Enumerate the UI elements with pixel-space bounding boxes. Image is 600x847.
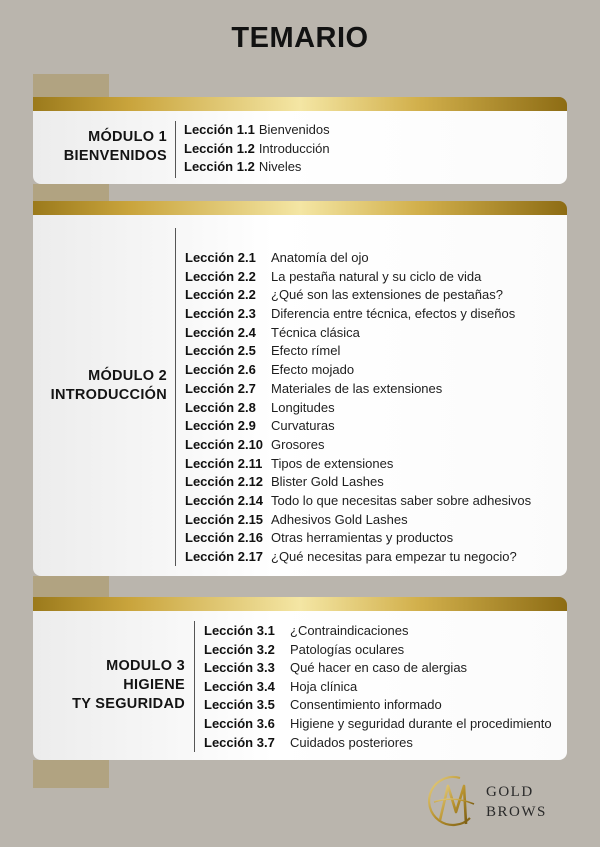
lesson-title: ¿Qué son las extensiones de pestañas? xyxy=(271,287,503,303)
lesson-row xyxy=(184,158,330,177)
lesson-title: Higiene y seguridad durante el procedimiento xyxy=(290,715,552,731)
lesson-row xyxy=(185,436,531,455)
module-3-label-line: TY SEGURIDAD xyxy=(72,696,185,712)
lesson-number: Lección 3.5 xyxy=(204,697,275,713)
lesson-title: ¿Contraindicaciones xyxy=(290,623,409,638)
module-3-tab xyxy=(33,576,109,598)
lesson-title: Consentimiento informado xyxy=(290,697,442,713)
lesson-row xyxy=(185,417,531,436)
module-1-label-line: MÓDULO 1 xyxy=(88,129,167,145)
lesson-number: Lección 1.2 xyxy=(184,140,255,156)
lesson-title: Patologías oculares xyxy=(290,641,405,657)
lesson-title: Anatomía del ojo xyxy=(271,250,369,265)
lesson-title: Cuidados posteriores xyxy=(290,734,413,750)
lesson-number: Lección 2.8 xyxy=(185,399,256,415)
lesson-title: Curvaturas xyxy=(271,418,335,434)
lesson-row xyxy=(185,529,531,548)
lesson-number: Lección 2.16 xyxy=(185,530,264,546)
lesson-number: Lección 2.14 xyxy=(185,492,264,508)
lesson-row xyxy=(185,342,531,361)
lesson-title: ¿Qué necesitas para empezar tu negocio? xyxy=(271,549,517,564)
lesson-number: Lección 2.10 xyxy=(185,436,264,452)
lesson-row xyxy=(185,324,531,343)
lesson-title: Técnica clásica xyxy=(271,324,360,340)
lesson-title: Materiales de las extensiones xyxy=(271,380,443,396)
logo-text-gold: GOLD xyxy=(486,784,534,800)
lesson-title: Introducción xyxy=(258,140,330,156)
lesson-number: Lección 2.9 xyxy=(185,418,256,434)
lesson-row xyxy=(184,140,330,159)
lesson-title: Niveles xyxy=(258,159,302,174)
module-2-gold-bar xyxy=(33,201,567,215)
module-1-divider xyxy=(175,121,176,178)
lesson-number: Lección 3.6 xyxy=(204,715,275,731)
lesson-title: Bienvenidos xyxy=(258,122,330,137)
lesson-row xyxy=(204,734,552,753)
lesson-title: Otras herramientas y productos xyxy=(271,530,454,546)
module-2-label-line: MÓDULO 2 xyxy=(88,368,167,384)
module-1-label-line: BIENVENIDOS xyxy=(63,148,167,164)
lesson-row xyxy=(185,361,531,380)
lesson-number: Lección 2.11 xyxy=(185,455,263,471)
lesson-row xyxy=(185,305,531,324)
lesson-row xyxy=(204,715,552,734)
module-2-label xyxy=(33,367,167,405)
lesson-row xyxy=(185,473,531,492)
lesson-number: Lección 2.2 xyxy=(185,268,256,284)
footer-tab xyxy=(33,760,109,788)
module-2-divider xyxy=(175,228,176,566)
lesson-title: Diferencia entre técnica, efectos y diseños xyxy=(271,306,516,322)
lesson-row xyxy=(185,511,531,530)
lesson-number: Lección 2.1 xyxy=(185,250,256,265)
lesson-number: Lección 3.7 xyxy=(204,734,275,750)
lesson-row xyxy=(185,548,531,567)
lesson-row xyxy=(185,249,531,268)
lesson-row xyxy=(204,659,552,678)
lesson-number: Lección 2.12 xyxy=(185,474,264,490)
lesson-number: Lección 2.5 xyxy=(185,343,256,359)
module-3-label-line: MODULO 3 xyxy=(106,658,185,674)
lesson-title: Efecto rímel xyxy=(271,343,341,359)
lesson-title: Efecto mojado xyxy=(271,362,355,378)
lesson-row xyxy=(185,286,531,305)
lesson-title: Qué hacer en caso de alergias xyxy=(290,660,468,676)
lesson-number: Lección 2.2 xyxy=(185,287,256,303)
lesson-row xyxy=(185,492,531,511)
module-2-lessons xyxy=(185,249,531,567)
lesson-title: Hoja clínica xyxy=(290,678,358,694)
lesson-number: Lección 2.3 xyxy=(185,306,256,322)
module-3-label-line: HIGIENE xyxy=(123,677,185,693)
lesson-title: Longitudes xyxy=(271,399,335,415)
lesson-title: Tipos de extensiones xyxy=(271,455,394,471)
lesson-number: Lección 3.2 xyxy=(204,641,275,657)
lesson-number: Lección 2.4 xyxy=(185,324,256,340)
module-3-label xyxy=(33,657,185,714)
lesson-row xyxy=(204,678,552,697)
lesson-number: Lección 2.6 xyxy=(185,362,256,378)
module-3-divider xyxy=(194,621,195,752)
lesson-title: La pestaña natural y su ciclo de vida xyxy=(271,268,482,284)
lesson-title: Blister Gold Lashes xyxy=(271,474,384,490)
lesson-row xyxy=(185,268,531,287)
module-1-gold-bar xyxy=(33,97,567,111)
gold-brows-emblem-icon xyxy=(426,772,482,832)
lesson-row xyxy=(204,696,552,715)
module-1-lessons xyxy=(184,121,330,177)
lesson-row xyxy=(185,399,531,418)
lesson-row xyxy=(185,380,531,399)
lesson-number: Lección 3.1 xyxy=(204,623,275,638)
lesson-title: Todo lo que necesitas saber sobre adhesivos xyxy=(271,492,532,508)
lesson-row xyxy=(204,622,552,641)
lesson-number: Lección 1.2 xyxy=(184,159,255,174)
page-title: TEMARIO xyxy=(231,22,369,54)
module-1-label xyxy=(33,128,167,166)
lesson-number: Lección 2.7 xyxy=(185,380,256,396)
module-3-lessons xyxy=(204,622,552,752)
logo-text-brows: BROWS xyxy=(486,804,547,820)
lesson-number: Lección 1.1 xyxy=(184,122,255,137)
lesson-number: Lección 2.17 xyxy=(185,549,264,564)
module-2-label-line: INTRODUCCIÓN xyxy=(50,387,167,403)
lesson-title: Adhesivos Gold Lashes xyxy=(271,511,408,527)
lesson-row xyxy=(185,455,531,474)
module-1-tab xyxy=(33,74,109,98)
lesson-number: Lección 3.4 xyxy=(204,678,275,694)
lesson-number: Lección 3.3 xyxy=(204,660,275,676)
lesson-number: Lección 2.15 xyxy=(185,511,264,527)
lesson-row xyxy=(204,641,552,660)
gold-brows-logo xyxy=(426,772,566,832)
module-3-gold-bar xyxy=(33,597,567,611)
lesson-row xyxy=(184,121,330,140)
lesson-title: Grosores xyxy=(271,436,325,452)
